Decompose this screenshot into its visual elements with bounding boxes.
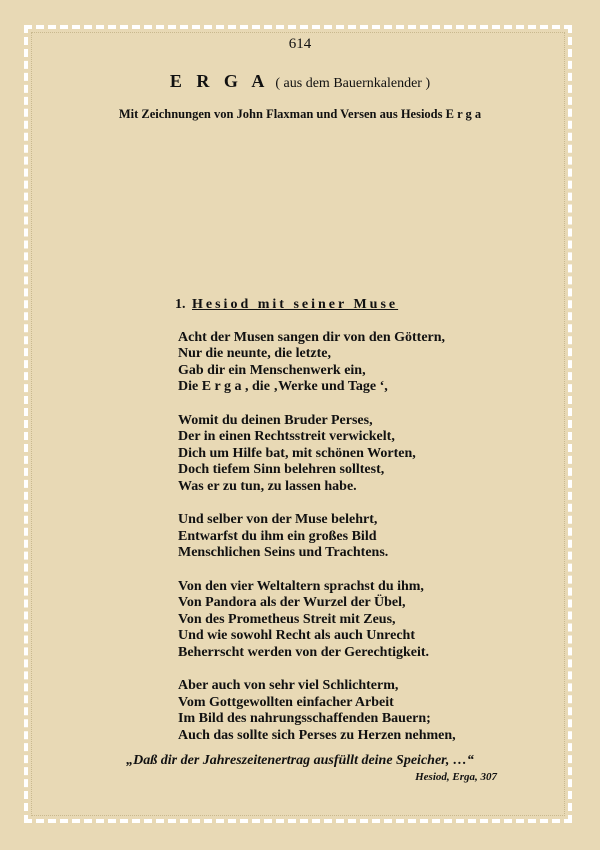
poem-line: Gab dir ein Menschenwerk ein, [178,362,366,378]
title-main: E R G A [169,71,270,91]
quotation: „Daß dir der Jahreszeitenertrag ausfüllt deine Speicher, …“ [126,753,474,768]
poem [175,297,568,761]
poem-line: Von des Prometheus Streit mit Zeus, [178,611,396,627]
title [0,71,600,92]
poem-line: Beherrscht werden von der Gerechtigkeit. [178,644,430,660]
poem-line: Acht der Musen sangen dir von den Göttern, [178,329,446,345]
section-number: 1. [175,297,186,312]
stanza [178,330,568,396]
quotation-source: Hesiod, Erga, 307 [415,771,497,783]
poem-line: Womit du deinen Bruder Perses, [178,412,373,428]
stanza [178,678,568,744]
poem-line: Nur die neunte, die letzte, [178,346,331,362]
poem-line: Vom Gottgewollten einfacher Arbeit [178,694,394,710]
poem-line: Dich um Hilfe bat, mit schönen Worten, [178,445,416,461]
section-heading [175,297,568,314]
poem-line: Von den vier Weltaltern sprachst du ihm, [178,578,424,594]
poem-line: Und selber von der Muse belehrt, [178,512,378,528]
poem-line: Menschlichen Seins und Trachtens. [178,545,389,561]
poem-line: Entwarfst du ihm ein großes Bild [178,528,377,544]
poem-line: Und wie sowohl Recht als auch Unrecht [178,628,415,644]
stanza [178,512,568,562]
poem-line: Doch tiefem Sinn belehren solltest, [178,462,385,478]
poem-line: Von Pandora als der Wurzel der Übel, [178,595,406,611]
subheading: Mit Zeichnungen von John Flaxman und Versen aus Hesiods E r g a [118,107,482,121]
poem-line: Auch das sollte sich Perses zu Herzen nehmen, [178,727,456,743]
poem-line: Im Bild des nahrungsschaffenden Bauern; [178,711,431,727]
section-title: Hesiod mit seiner Muse [192,297,399,312]
page-number: 614 [288,36,312,52]
poem-line: Die E r g a , die ‚Werke und Tage ‘, [178,379,388,395]
title-subtitle: ( aus dem Bauernkalender ) [275,76,431,91]
poem-line: Was er zu tun, zu lassen habe. [178,478,357,494]
poem-line: Der in einen Rechtsstreit verwickelt, [178,429,395,445]
poem-line: Aber auch von sehr viel Schlichterm, [178,678,399,694]
stanza [178,413,568,496]
stanza [178,579,568,662]
